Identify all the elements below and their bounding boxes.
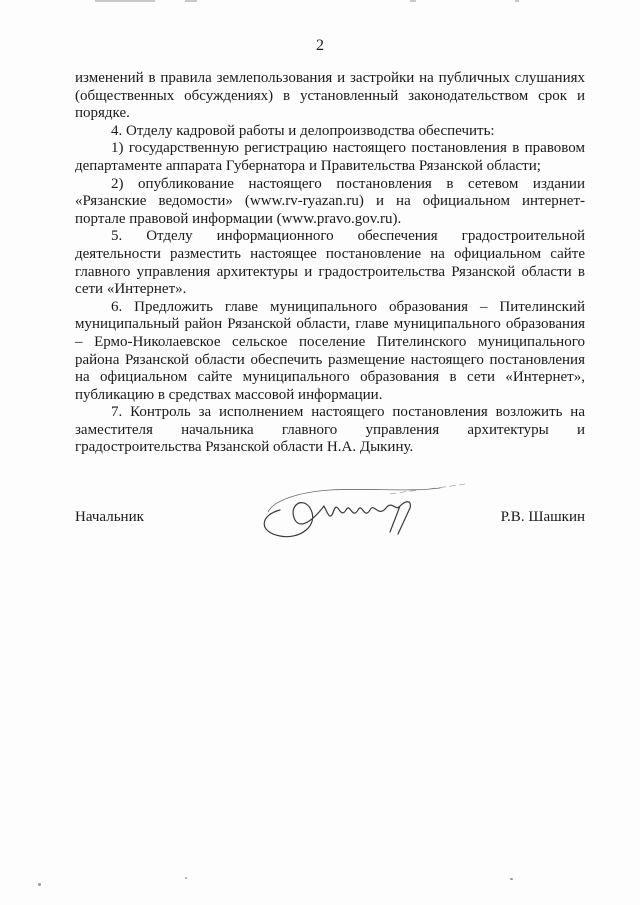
scan-edge-artifacts [0,0,640,6]
signatory-position: Начальник [75,509,144,525]
paragraph-item-6: 6. Предложить главе муниципального образования – Пителинский муниципальный район Рязанской области, главе муниципального образования – Ермо-Николаевское сельское поселение Пителинского муниципального района Рязанской области обеспечить размещение настоящего постановления на официальном сайте муниципального образования в сети «Интернет», публикацию в средствах массовой информации. [75,298,585,403]
paragraph-item-4: 4. Отделу кадровой работы и делопроизводства обеспечить: [111,122,495,139]
page-number: 2 [316,37,324,54]
paragraph-continuation: изменений в правила землепользования и застройки на публичных слушаниях (общественных обсуждениях) в установленный законодательством срок и порядке. [75,70,585,122]
paragraph-item-7: 7. Контроль за исполнением настоящего постановления возложить на заместителя начальника главного управления архитектуры и градостроительства Рязанской области Н.А. Дыкину. [75,404,585,456]
signature-block [75,505,585,535]
scan-speck [510,878,513,880]
document-body [75,70,585,457]
scan-speck [38,883,41,886]
paragraph-subitem-1: 1) государственную регистрацию настоящего постановления в правовом департаменте аппарата Губернатора и Правительства Рязанской области; [75,140,585,174]
scan-speck [185,877,187,879]
signatory-name: Р.В. Шашкин [500,509,585,525]
paragraph-subitem-2: 2) опубликование настоящего постановления в сетевом издании «Рязанские ведомости» (www.rv-ryazan.ru) и на официальном интернет-портале правовой информации (www.pravo.gov.ru). [75,175,585,227]
paragraph-item-5: 5. Отделу информационного обеспечения градостроительной деятельности разместить настоящее постановление на официальном сайте главного управления архитектуры и градостроительства Рязанской области в сети «Интернет». [75,228,585,298]
